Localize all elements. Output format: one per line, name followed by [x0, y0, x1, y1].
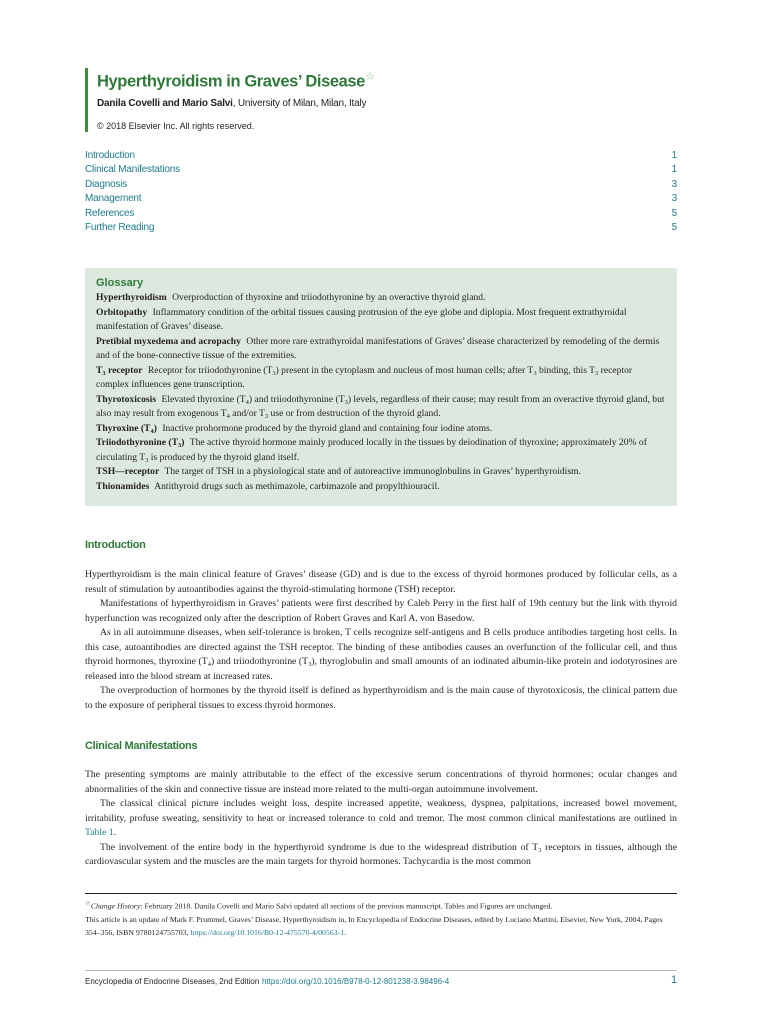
footnote-text: : February 2018. Danila Covelli and Mario Salvi updated all sections of the previous manuscript. Tables and Figures are unchanged. — [140, 901, 553, 911]
clinical-body — [85, 768, 677, 870]
toc-item-further-reading[interactable] — [85, 221, 677, 235]
glossary-term: Thionamides — [96, 480, 150, 492]
toc-label[interactable]: Management — [85, 193, 142, 205]
subscript: 3 — [595, 369, 599, 377]
footer-journal-title: Encyclopedia of Endocrine Diseases, 2nd Edition — [85, 977, 260, 986]
author-names: Danila Covelli and Mario Salvi — [97, 98, 233, 109]
def-part: ) levels, regardless of their cause; may result from an overactive thyroid gland, but also may result from exogenous T — [96, 393, 665, 419]
previous-version-doi-link[interactable]: https://doi.org/10.1016/B0-12-475570-4/00563-1 — [190, 927, 345, 937]
toc-item-clinical-manifestations[interactable] — [85, 163, 677, 177]
subscript: 4 — [226, 413, 230, 420]
glossary-entry — [96, 393, 666, 422]
subscript: 3 — [264, 413, 269, 420]
glossary-term: TSH—receptor — [96, 466, 160, 477]
glossary-definition: Other more rare extrathyroidal manifestations of Graves’ disease characterized by remodeling of the dermis and of the bone-connective tissue of the extremities. — [96, 335, 660, 361]
def-part: Receptor for triiodothyronine (T — [147, 364, 273, 376]
subscript: 4 — [245, 398, 249, 406]
def-part: Elevated thyroxine (T — [161, 393, 246, 405]
toc-item-references[interactable] — [85, 207, 677, 221]
glossary-definition: The target of TSH in a physiological state and of autoreactive immunoglobulins in Graves’ hyperthyroidism. — [164, 466, 581, 477]
toc-label[interactable]: Introduction — [85, 150, 135, 161]
paragraph — [85, 841, 677, 870]
footnote-text: This article is an update of Mark F. Prummel, Graves’ Disease, Hyperthyroidism in, In Encyclopedia of Endocrine Diseases, edited by Luciano Martini, Elsevier, New York, 2004, Pages 354–356, ISBN 9780124755703, — [85, 914, 663, 937]
glossary-term: Thyrotoxicosis — [96, 393, 157, 405]
introduction-body — [85, 568, 677, 713]
change-history-star-icon[interactable]: ☆ — [364, 71, 375, 83]
subscript: 3 — [102, 369, 106, 377]
toc-item-management[interactable] — [85, 192, 677, 206]
glossary-definition: Inflammatory condition of the orbital tissues causing protrusion of the eye globe and diplopia. Most frequent extrathyroidal manifestation of Graves’ disease. — [96, 306, 627, 332]
text-part: The classical clinical picture includes weight loss, despite increased appetite, weakness, dyspnea, palpitations, increased bowel movement, irritability, profuse sweating, sensitivity to heat or increased tolerance to cold and tremor. The most common clinical manifestations are outlined in — [85, 798, 677, 824]
glossary-definition: Antithyroid drugs such as methimazole, carbimazole and propylthiouracil. — [154, 480, 440, 492]
article-title — [97, 70, 374, 92]
section-heading-clinical-manifestations: Clinical Manifestations — [85, 740, 198, 752]
toc-page[interactable]: 1 — [671, 150, 677, 161]
subscript: 3 — [344, 398, 348, 406]
term-part: Triiodothyronine (T — [96, 437, 179, 448]
section-heading-introduction: Introduction — [85, 539, 146, 551]
def-part: receptor complex influences gene transcription. — [96, 364, 633, 390]
footer-doi-link[interactable]: https://doi.org/10.1016/B978-0-12-801238-3.98496-4 — [262, 977, 450, 986]
footnote-divider — [85, 893, 677, 894]
glossary-definition: Overproduction of thyroxine and triiodothyronine by an overactive thyroid gland. — [172, 292, 486, 303]
toc-page[interactable]: 5 — [671, 221, 677, 233]
text-part: receptors in tissues, although the cardiovascular system and the muscles are the main targets for thyroid hormones. Tachycardia is the most common — [85, 841, 678, 867]
glossary-entry — [96, 422, 666, 437]
author-line — [97, 98, 366, 109]
term-part: ) — [181, 437, 185, 448]
page-number: 1 — [671, 974, 678, 986]
glossary-entry — [96, 364, 666, 393]
glossary-title: Glossary — [96, 277, 144, 289]
toc-item-diagnosis[interactable] — [85, 178, 677, 192]
glossary-term: Orbitopathy — [96, 306, 148, 318]
glossary-entry — [96, 465, 666, 480]
toc-page[interactable]: 3 — [671, 178, 677, 190]
paragraph: Manifestations of hyperthyroidism in Graves’ patients were first described by Caleb Perry in the first half of 19th century but the link with thyroid hyperfunction was recognized only after the description of Robert Graves and Karl A. von Basedow. — [85, 598, 677, 624]
glossary-term — [96, 365, 143, 376]
text-part: ) and triiodothyronine (T — [210, 656, 309, 667]
toc-page[interactable]: 5 — [671, 207, 677, 219]
glossary-entry — [96, 436, 666, 465]
term-part: Thyroxine (T — [96, 422, 151, 434]
change-history-note — [85, 897, 677, 913]
update-note — [85, 913, 677, 939]
def-part: ) present in the cytoplasm and nucleus of most human cells; after T — [275, 364, 534, 376]
subscript: 3 — [308, 661, 312, 668]
toc-label[interactable]: References — [85, 207, 135, 219]
subscript: 3 — [178, 442, 182, 449]
glossary-definition — [96, 394, 665, 420]
def-part: binding, this T — [536, 364, 596, 376]
toc-item-introduction[interactable] — [85, 149, 677, 163]
subscript: 3 — [272, 369, 276, 377]
paragraph: The overproduction of hormones by the thyroid itself is defined as hyperthyroidism and is the main cause of thyrotoxicosis, the clinical pattern due to the exposure of peripheral tissues to excess thyroid hormones. — [85, 685, 677, 711]
glossary-term — [96, 423, 157, 434]
footnote-star-icon: ☆ — [85, 900, 91, 907]
subscript: 3 — [533, 369, 537, 377]
paragraph — [85, 626, 677, 684]
def-part: and/or T — [229, 408, 265, 419]
text-part: As in all autoimmune diseases, when self-tolerance is broken, T cells recognize self-antigens and B cells produce antibodies targeting host cells. In this case, autoantibodies are directed against the TSH receptor. The binding of these antibodies causes an overfunction of the follicular cell, and thus thyroid hormones, thyroxine (T — [85, 627, 677, 667]
change-history-label: Change History — [90, 901, 141, 911]
glossary-entry — [96, 306, 666, 335]
paragraph: The presenting symptoms are mainly attributable to the effect of the excessive serum concentrations of thyroid hormones; ocular changes and abnormalities of the skin and connective tissue are instead more related to the multi-organ autoimmune involvement. — [85, 769, 677, 795]
glossary-term — [96, 437, 184, 448]
subscript: 3 — [538, 846, 542, 854]
toc-label[interactable]: Further Reading — [85, 221, 155, 233]
term-part: T — [96, 364, 103, 376]
toc-label[interactable]: Clinical Manifestations — [85, 164, 180, 176]
toc-label[interactable]: Diagnosis — [85, 178, 128, 190]
glossary-definition: Inactive prohormone produced by the thyroid gland and containing four iodine atoms. — [162, 422, 493, 434]
footnote — [85, 897, 677, 939]
paragraph: Hyperthyroidism is the main clinical feature of Graves’ disease (GD) and is due to the excess of thyroid hormones produced by follicular cells, as a result of stimulation by autoantibodies against the thyroid-stimulating hormone (TSH) receptor. — [85, 569, 677, 595]
subscript: 4 — [207, 661, 211, 668]
def-part: ) and triiodothyronine (T — [248, 393, 345, 405]
glossary-entry — [96, 335, 666, 364]
footer-divider — [85, 970, 677, 971]
term-part: ) — [153, 422, 157, 434]
footnote-text: . — [344, 927, 347, 937]
paragraph — [85, 797, 677, 841]
glossary-term: Hyperthyroidism — [96, 292, 167, 303]
glossary-box — [85, 268, 677, 506]
glossary-definition — [96, 365, 632, 391]
glossary-entry — [96, 480, 666, 495]
subscript: 4 — [150, 427, 154, 435]
text-part: The involvement of the entire body in the hyperthyroid syndrome is due to the widespread distribution of T — [100, 841, 539, 853]
toc-page[interactable]: 3 — [671, 193, 677, 205]
glossary-entry — [96, 291, 666, 306]
glossary-term: Pretibial myxedema and acropachy — [96, 335, 241, 347]
text-part: . — [113, 827, 117, 838]
text-part: ), thyroglobulin and small amounts of an iodinated albumin-like protein and iodotyrosines are released into the blood stream at increased rates. — [85, 656, 677, 682]
def-part: use or from destruction of the thyroid gland. — [268, 408, 441, 419]
subscript: 3 — [145, 456, 149, 464]
def-part: is produced by the thyroid gland itself. — [148, 451, 300, 463]
table-1-link[interactable]: Table 1 — [85, 827, 114, 838]
copyright-notice: © 2018 Elsevier Inc. All rights reserved. — [97, 121, 255, 131]
table-of-contents — [85, 149, 677, 235]
term-part: receptor — [105, 364, 143, 376]
article-header — [85, 68, 685, 132]
def-part: The active thyroid hormone mainly produced locally in the tissues by deiodination of thyroxine; approximately 20% of circulating T — [96, 437, 647, 463]
author-affiliation: , University of Milan, Milan, Italy — [232, 98, 367, 109]
toc-page[interactable]: 1 — [671, 164, 677, 176]
article-title-text: Hyperthyroidism in Graves’ Disease — [97, 72, 365, 91]
